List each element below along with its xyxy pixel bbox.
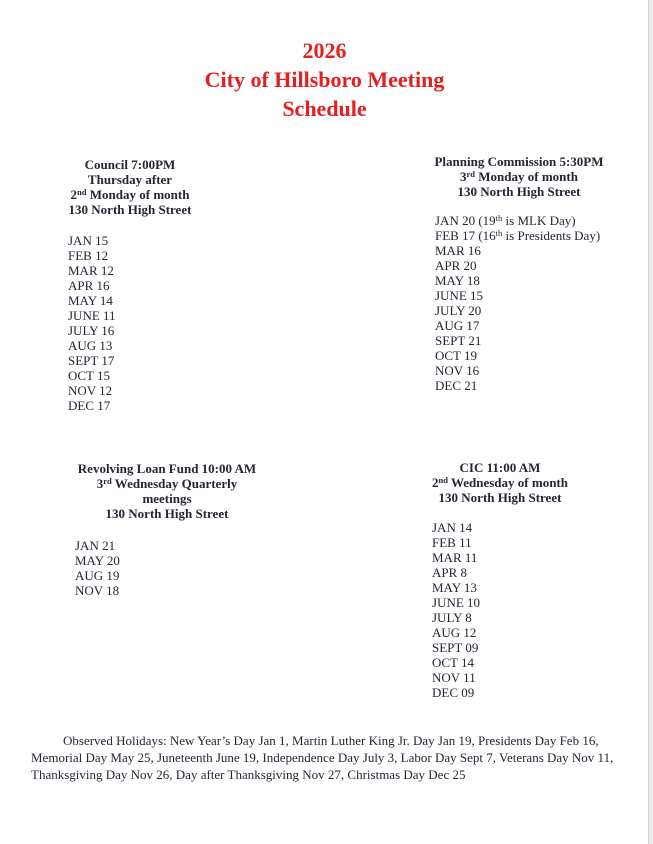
date-item: OCT 15: [68, 368, 111, 383]
header-line: 2nd Wednesday of month: [431, 475, 568, 490]
section-council: [30, 157, 230, 413]
date-item: JULY 20: [435, 303, 482, 318]
date-item: MAY 20: [75, 553, 120, 568]
title-line: 2026: [302, 38, 347, 63]
date-item: DEC 09: [432, 685, 475, 700]
date-item: NOV 12: [68, 383, 113, 398]
header-line: Council 7:00PM: [84, 157, 176, 172]
header-line: 130 North High Street: [438, 490, 562, 505]
date-item: MAR 11: [432, 550, 478, 565]
section-cic: [390, 460, 610, 700]
date-item: JUNE 15: [435, 288, 484, 303]
date-item: NOV 11: [432, 670, 476, 685]
date-item: MAR 12: [68, 263, 114, 278]
date-item: FEB 17 (16th is Presidents Day): [435, 228, 601, 243]
planning-commission-header: [409, 154, 629, 199]
date-item: MAR 16: [435, 243, 481, 258]
header-line: CIC 11:00 AM: [459, 460, 541, 475]
header-line: 130 North High Street: [457, 184, 581, 199]
date-item: DEC 21: [435, 378, 478, 393]
date-item: FEB 12: [68, 248, 109, 263]
header-line: 3rd Wednesday Quarterly: [96, 476, 238, 491]
date-item: JUNE 10: [432, 595, 481, 610]
date-item: APR 16: [68, 278, 110, 293]
council-header: [30, 157, 230, 217]
section-planning-commission: [409, 154, 629, 393]
header-line: meetings: [142, 491, 192, 506]
date-item: AUG 19: [75, 568, 120, 583]
date-item: FEB 11: [432, 535, 472, 550]
date-item: APR 8: [432, 565, 468, 580]
date-item: OCT 19: [435, 348, 478, 363]
date-item: AUG 17: [435, 318, 480, 333]
date-item: JAN 21: [75, 538, 116, 553]
header-line: Thursday after: [87, 172, 173, 187]
header-line: Revolving Loan Fund 10:00 AM: [77, 461, 257, 476]
cic-date-list: [390, 520, 610, 700]
date-item: JAN 14: [432, 520, 473, 535]
header-line: 130 North High Street: [105, 506, 229, 521]
date-item: NOV 16: [435, 363, 480, 378]
date-item: MAY 18: [435, 273, 480, 288]
date-item: JULY 8: [432, 610, 472, 625]
date-item: SEPT 09: [432, 640, 479, 655]
header-line: 2nd Monday of month: [70, 187, 190, 202]
date-item: JULY 16: [68, 323, 115, 338]
date-item: MAY 14: [68, 293, 113, 308]
date-item: AUG 13: [68, 338, 113, 353]
date-item: APR 20: [435, 258, 477, 273]
council-date-list: [30, 233, 230, 413]
observed-holidays-note: Observed Holidays: New Year’s Day Jan 1, Martin Luther King Jr. Day Jan 19, Presidents Day Feb 16, Memorial Day May 25, Juneteenth June 19, Independence Day July 3, Labor Day Sept 7, Veterans Day Nov 11, Thanksgiving Day Nov 26, Day after Thanksgiving Nov 27, Christmas Day Dec 25: [31, 733, 614, 782]
planning-commission-date-list: [409, 213, 629, 393]
revolving-loan-fund-header: [47, 461, 287, 521]
date-item: SEPT 21: [435, 333, 482, 348]
date-item: OCT 14: [432, 655, 475, 670]
section-revolving-loan-fund: [47, 461, 287, 598]
header-line: 130 North High Street: [68, 202, 192, 217]
revolving-loan-fund-date-list: [47, 538, 287, 598]
header-line: 3rd Monday of month: [460, 169, 578, 184]
title-line: City of Hillsboro Meeting: [204, 67, 445, 92]
date-item: DEC 17: [68, 398, 111, 413]
date-item: JAN 15: [68, 233, 109, 248]
header-line: Planning Commission 5:30PM: [434, 154, 604, 169]
cic-header: [390, 460, 610, 505]
date-item: JUNE 11: [68, 308, 116, 323]
page-title: [0, 36, 649, 123]
page-edge-strip: [648, 0, 653, 844]
date-item: NOV 18: [75, 583, 120, 598]
title-line: Schedule: [282, 96, 367, 121]
date-item: AUG 12: [432, 625, 477, 640]
date-item: JAN 20 (19th is MLK Day): [435, 213, 576, 228]
date-item: SEPT 17: [68, 353, 115, 368]
date-item: MAY 13: [432, 580, 477, 595]
